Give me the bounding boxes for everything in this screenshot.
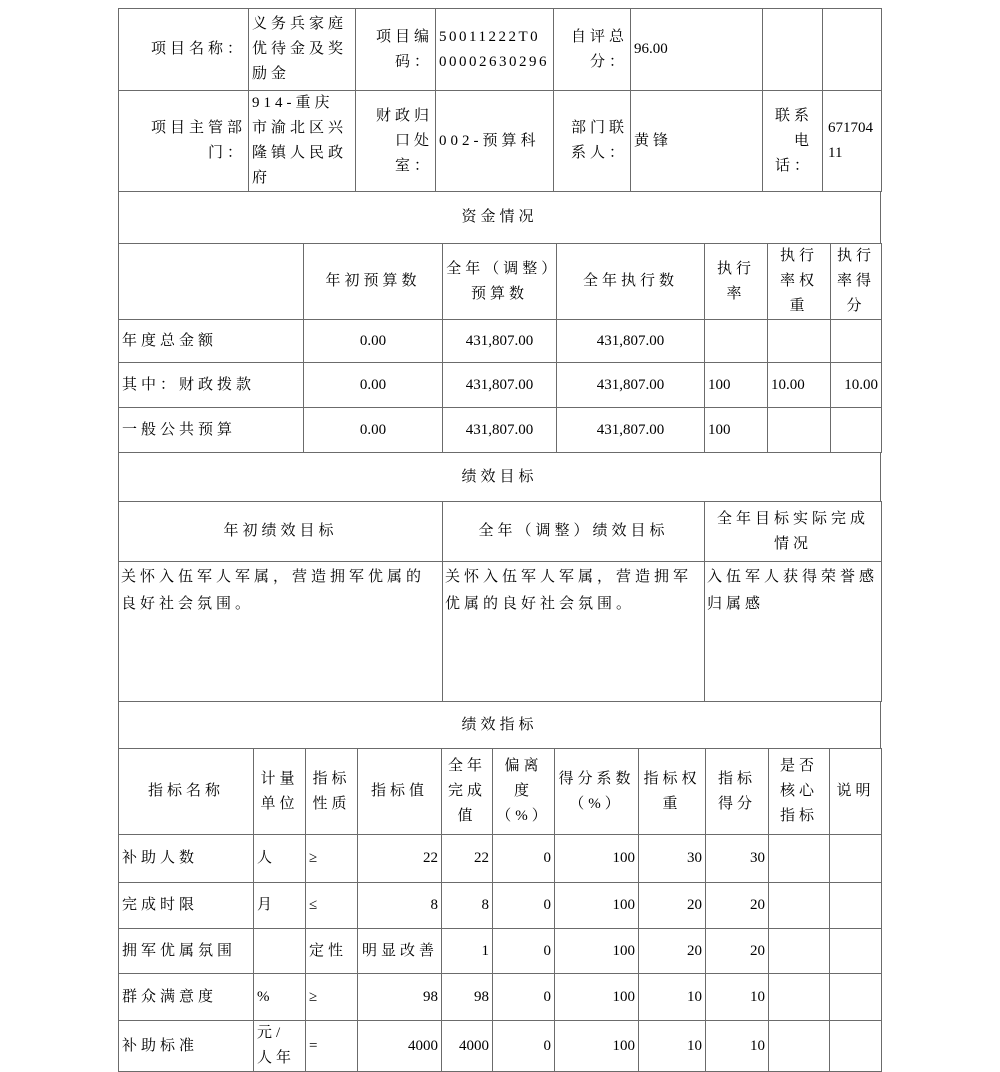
adjusted-budget-cell: 431,807.00 (443, 320, 557, 363)
ind-score-cell: 10 (706, 1021, 769, 1072)
ind-coefficient-cell: 100 (555, 883, 639, 929)
adjusted-budget-cell: 431,807.00 (443, 408, 557, 453)
ind-name-cell: 完成时限 (119, 883, 254, 929)
ind-score-cell: 10 (706, 974, 769, 1021)
goals-section-title: 绩效目标 (118, 452, 881, 502)
ind-target-cell: 98 (358, 974, 442, 1021)
ind-deviation-cell: 0 (493, 883, 555, 929)
ind-deviation-cell: 0 (493, 835, 555, 883)
indicators-table (118, 748, 882, 1072)
ind-header-nature: 指标性质 (306, 749, 358, 835)
executed-cell: 431,807.00 (557, 320, 705, 363)
ind-core-cell (769, 835, 830, 883)
ind-header-actual: 全年完成值 (442, 749, 493, 835)
funding-row-public-budget (119, 408, 882, 453)
funding-section-title: 资金情况 (118, 191, 881, 244)
ind-header-note: 说明 (830, 749, 882, 835)
funding-header-executed: 全年执行数 (557, 244, 705, 320)
ind-nature-cell: ≥ (306, 835, 358, 883)
project-info-row-1 (119, 9, 882, 91)
empty-cell (823, 9, 882, 91)
goals-header-initial: 年初绩效目标 (119, 502, 443, 562)
indicator-row (119, 929, 882, 974)
ind-target-cell: 明显改善 (358, 929, 442, 974)
exec-rate-cell: 100 (705, 408, 768, 453)
ind-name-cell: 群众满意度 (119, 974, 254, 1021)
funding-header-rate-weight: 执行率权重 (768, 244, 831, 320)
funding-header-initial-budget: 年初预算数 (304, 244, 443, 320)
ind-target-cell: 22 (358, 835, 442, 883)
exec-rate-cell: 100 (705, 363, 768, 408)
ind-unit-cell: 月 (254, 883, 306, 929)
ind-header-deviation: 偏离度（%） (493, 749, 555, 835)
ind-name-cell: 拥军优属氛围 (119, 929, 254, 974)
ind-unit-cell: 元/人年 (254, 1021, 306, 1072)
funding-header-rate-score: 执行率得分 (831, 244, 882, 320)
ind-core-cell (769, 1021, 830, 1072)
executed-cell: 431,807.00 (557, 408, 705, 453)
ind-score-cell: 20 (706, 883, 769, 929)
ind-deviation-cell: 0 (493, 929, 555, 974)
ind-nature-cell: ≥ (306, 974, 358, 1021)
goal-initial-text: 关怀入伍军人军属，营造拥军优属的良好社会氛围。 (119, 562, 443, 702)
funding-table (118, 243, 882, 453)
project-name-label: 项目名称： (119, 9, 249, 91)
ind-note-cell (830, 883, 882, 929)
ind-coefficient-cell: 100 (555, 974, 639, 1021)
rate-score-cell: 10.00 (831, 363, 882, 408)
ind-actual-cell: 8 (442, 883, 493, 929)
ind-weight-cell: 20 (639, 883, 706, 929)
ind-actual-cell: 4000 (442, 1021, 493, 1072)
ind-weight-cell: 10 (639, 974, 706, 1021)
ind-coefficient-cell: 100 (555, 835, 639, 883)
project-name-value: 义务兵家庭优待金及奖励金 (249, 9, 356, 91)
funding-header-exec-rate: 执行率 (705, 244, 768, 320)
goals-header-adjusted: 全年（调整）绩效目标 (443, 502, 705, 562)
phone-label: 联系电话： (763, 91, 823, 192)
project-code-label: 项目编码： (356, 9, 436, 91)
goal-actual-text: 入伍军人获得荣誉感归属感 (705, 562, 882, 702)
finance-office-label: 财政归口处室： (356, 91, 436, 192)
performance-self-evaluation-table (118, 8, 881, 1072)
indicator-row (119, 883, 882, 929)
dept-label: 项目主管部门： (119, 91, 249, 192)
rate-weight-cell (768, 320, 831, 363)
project-code-value: 50011222T000002630296 (436, 9, 554, 91)
rate-score-cell (831, 408, 882, 453)
ind-header-target: 指标值 (358, 749, 442, 835)
ind-header-weight: 指标权重 (639, 749, 706, 835)
rate-weight-cell: 10.00 (768, 363, 831, 408)
ind-target-cell: 4000 (358, 1021, 442, 1072)
ind-unit-cell (254, 929, 306, 974)
ind-header-coefficient: 得分系数（%） (555, 749, 639, 835)
project-info-table (118, 8, 882, 192)
funding-header-row (119, 244, 882, 320)
goals-header-actual: 全年目标实际完成情况 (705, 502, 882, 562)
indicator-row (119, 1021, 882, 1072)
ind-name-cell: 补助标准 (119, 1021, 254, 1072)
contact-label: 部门联系人： (554, 91, 631, 192)
phone-value: 67170411 (823, 91, 882, 192)
self-score-label: 自评总分： (554, 9, 631, 91)
ind-core-cell (769, 929, 830, 974)
funding-row-total (119, 320, 882, 363)
ind-target-cell: 8 (358, 883, 442, 929)
funding-row-label: 年度总金额 (119, 320, 304, 363)
adjusted-budget-cell: 431,807.00 (443, 363, 557, 408)
self-score-value: 96.00 (631, 9, 763, 91)
ind-unit-cell: 人 (254, 835, 306, 883)
ind-nature-cell: ≤ (306, 883, 358, 929)
ind-core-cell (769, 974, 830, 1021)
ind-header-name: 指标名称 (119, 749, 254, 835)
ind-nature-cell: = (306, 1021, 358, 1072)
initial-budget-cell: 0.00 (304, 320, 443, 363)
ind-note-cell (830, 835, 882, 883)
ind-weight-cell: 30 (639, 835, 706, 883)
contact-value: 黄锋 (631, 91, 763, 192)
ind-header-core: 是否核心指标 (769, 749, 830, 835)
funding-header-blank (119, 244, 304, 320)
ind-note-cell (830, 1021, 882, 1072)
ind-deviation-cell: 0 (493, 1021, 555, 1072)
ind-coefficient-cell: 100 (555, 929, 639, 974)
initial-budget-cell: 0.00 (304, 363, 443, 408)
ind-score-cell: 20 (706, 929, 769, 974)
initial-budget-cell: 0.00 (304, 408, 443, 453)
funding-header-adjusted-budget: 全年（调整）预算数 (443, 244, 557, 320)
empty-cell (763, 9, 823, 91)
indicators-header-row (119, 749, 882, 835)
exec-rate-cell (705, 320, 768, 363)
ind-actual-cell: 22 (442, 835, 493, 883)
indicator-row (119, 835, 882, 883)
goals-header-row (119, 502, 882, 562)
funding-row-fiscal (119, 363, 882, 408)
indicator-row (119, 974, 882, 1021)
funding-row-label: 一般公共预算 (119, 408, 304, 453)
finance-office-value: 002-预算科 (436, 91, 554, 192)
goal-adjusted-text: 关怀入伍军人军属，营造拥军优属的良好社会氛围。 (443, 562, 705, 702)
ind-header-unit: 计量单位 (254, 749, 306, 835)
ind-name-cell: 补助人数 (119, 835, 254, 883)
goals-table (118, 501, 882, 702)
ind-note-cell (830, 974, 882, 1021)
ind-actual-cell: 98 (442, 974, 493, 1021)
goals-content-row (119, 562, 882, 702)
ind-weight-cell: 20 (639, 929, 706, 974)
rate-score-cell (831, 320, 882, 363)
ind-note-cell (830, 929, 882, 974)
rate-weight-cell (768, 408, 831, 453)
ind-actual-cell: 1 (442, 929, 493, 974)
ind-core-cell (769, 883, 830, 929)
ind-deviation-cell: 0 (493, 974, 555, 1021)
funding-row-label: 其中：财政拨款 (119, 363, 304, 408)
dept-value: 914-重庆市渝北区兴隆镇人民政府 (249, 91, 356, 192)
ind-weight-cell: 10 (639, 1021, 706, 1072)
executed-cell: 431,807.00 (557, 363, 705, 408)
ind-nature-cell: 定性 (306, 929, 358, 974)
ind-score-cell: 30 (706, 835, 769, 883)
ind-header-score: 指标得分 (706, 749, 769, 835)
indicators-section-title: 绩效指标 (118, 701, 881, 749)
ind-unit-cell: % (254, 974, 306, 1021)
project-info-row-2 (119, 91, 882, 192)
ind-coefficient-cell: 100 (555, 1021, 639, 1072)
